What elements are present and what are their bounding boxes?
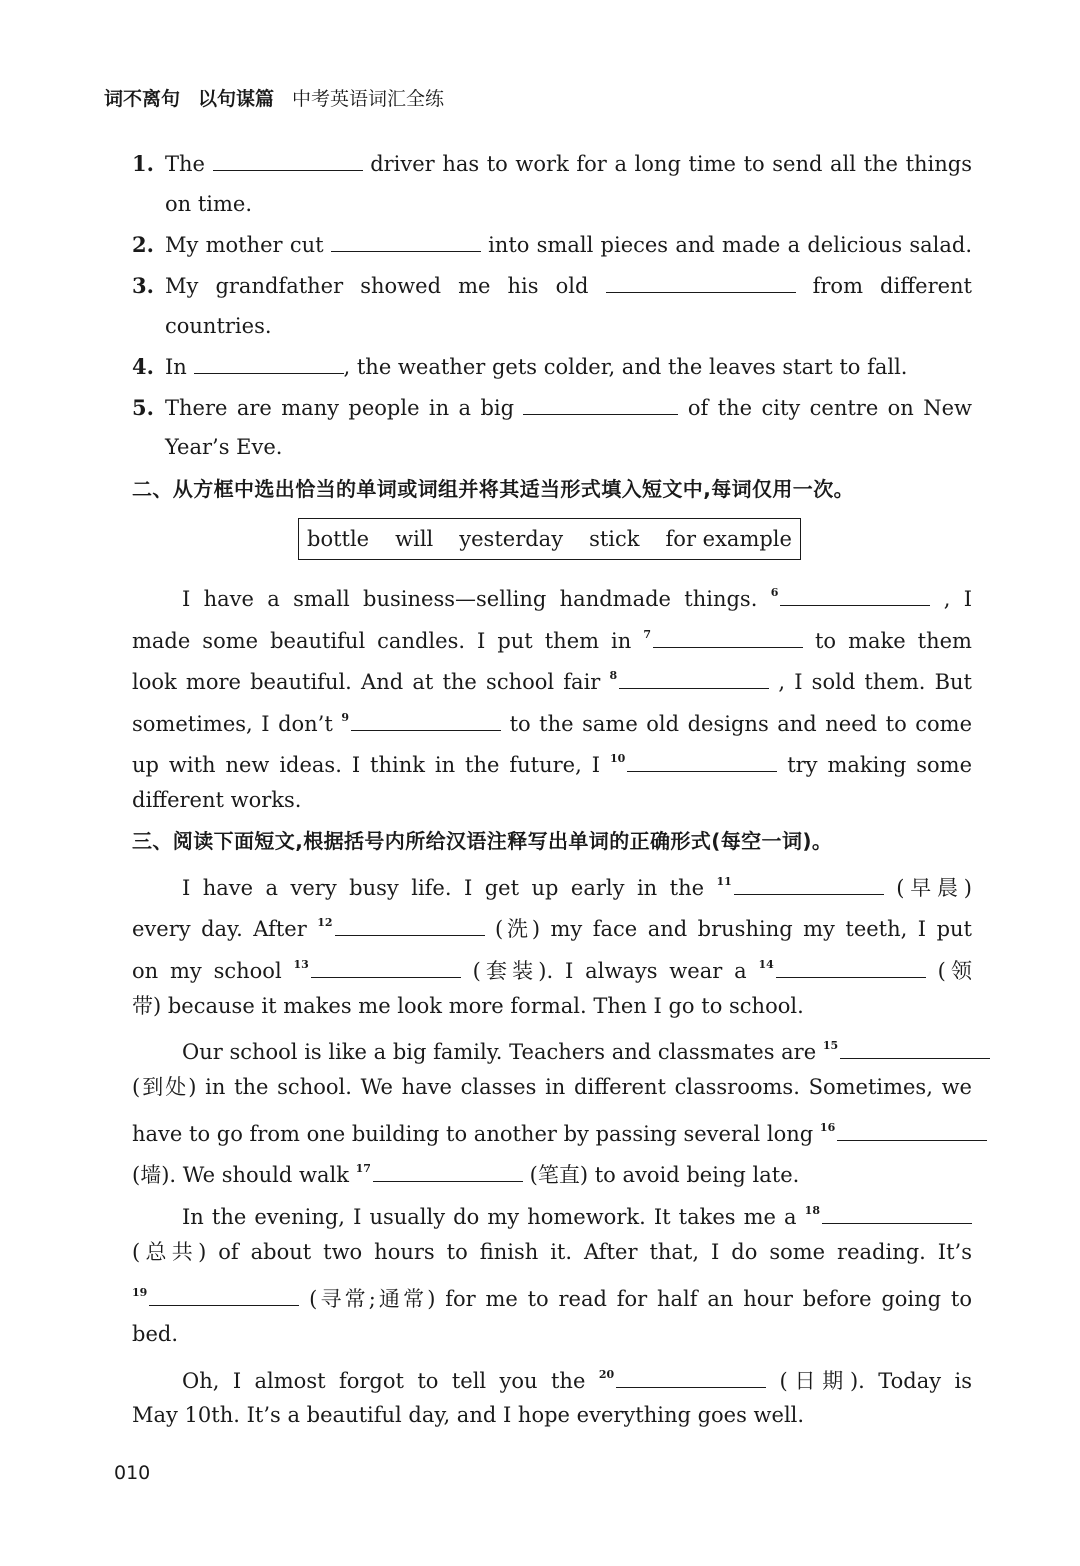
- answer-blank-1[interactable]: [213, 148, 363, 171]
- answer-blank-12[interactable]: [335, 913, 485, 936]
- answer-blank-5[interactable]: [523, 392, 678, 415]
- question-3: 3. My grandfather showed me his old from different: [132, 270, 972, 301]
- question-4: 4. In , the weather gets colder, and the leaves start to fall.: [132, 351, 972, 382]
- passage-2-line-6: different works.: [132, 788, 302, 812]
- answer-blank-18[interactable]: [822, 1201, 972, 1224]
- answer-blank-6[interactable]: [780, 583, 930, 606]
- passage-3-p1-line-4: 带) because it makes me look more formal. Then I go to school.: [132, 994, 804, 1018]
- question-2: 2. My mother cut into small pieces and made a delicious salad.: [132, 229, 972, 260]
- passage-3-p2-line-3: have to go from one building to another by passing several long $^{16}$: [132, 1113, 972, 1149]
- answer-blank-14[interactable]: [776, 955, 926, 978]
- passage-2-line-1: I have a small business—selling handmade things. $^6$ , I: [182, 578, 972, 614]
- word-stick: stick: [589, 527, 640, 551]
- answer-blank-16[interactable]: [837, 1118, 987, 1141]
- answer-blank-11[interactable]: [734, 872, 884, 895]
- header-title-1: 词不离句: [104, 88, 181, 110]
- passage-2-line-4: sometimes, I don’t $^9$ to the same old designs and need to come: [132, 703, 972, 739]
- section-2-heading: 二、从方框中选出恰当的单词或词组并将其适当形式填入短文中,每词仅用一次。: [132, 477, 854, 501]
- passage-3-p1-line-3: on my school $^{13}$ (套装). I always wear a $^{14}$ (领: [132, 950, 972, 986]
- passage-3-p4-line-1: Oh, I almost forgot to tell you the $^{20}$ (日期). Today is: [182, 1360, 972, 1396]
- answer-blank-17[interactable]: [373, 1159, 523, 1182]
- passage-2-line-2: made some beautiful candles. I put them in $^7$ to make them: [132, 620, 972, 656]
- question-1: 1. The driver has to work for a long time to send all the things: [132, 148, 972, 179]
- answer-blank-9[interactable]: [351, 708, 501, 731]
- answer-blank-8[interactable]: [619, 666, 769, 689]
- word-will: will: [395, 527, 434, 551]
- passage-3-p4-line-2: May 10th. It’s a beautiful day, and I hope everything goes well.: [132, 1403, 805, 1427]
- passage-3-p3-line-2: (总共) of about two hours to finish it. After that, I do some reading. It’s: [132, 1240, 972, 1264]
- passage-3-p2-line-4: (墙). We should walk $^{17}$ (笔直) to avoid being late.: [132, 1154, 972, 1190]
- answer-blank-13[interactable]: [311, 955, 461, 978]
- passage-2-line-5: up with new ideas. I think in the future, I $^{10}$ try making some: [132, 744, 972, 780]
- passage-3-p3-line-3: $^{19}$ (寻常;通常) for me to read for half an hour before going to: [132, 1278, 972, 1314]
- passage-2-line-3: look more beautiful. And at the school fair $^8$ , I sold them. But: [132, 661, 972, 697]
- page-number: 010: [114, 1462, 151, 1484]
- word-bottle: bottle: [307, 527, 370, 551]
- answer-blank-19[interactable]: [149, 1283, 299, 1306]
- answer-blank-2[interactable]: [331, 229, 481, 252]
- question-3-cont: countries.: [165, 314, 272, 338]
- question-1-cont: on time.: [165, 192, 253, 216]
- answer-blank-7[interactable]: [653, 625, 803, 648]
- passage-3-p2-line-2: (到处) in the school. We have classes in different classrooms. Sometimes, we: [132, 1075, 972, 1099]
- question-5-cont: Year’s Eve.: [165, 435, 283, 459]
- passage-3-p3-line-1: In the evening, I usually do my homework. It takes me a $^{18}$: [182, 1196, 972, 1232]
- passage-3-p1-line-2: every day. After $^{12}$ (洗) my face and brushing my teeth, I put: [132, 908, 972, 944]
- answer-blank-4[interactable]: [194, 351, 344, 374]
- header-subtitle: 中考英语词汇全练: [292, 88, 445, 110]
- passage-3-p1-line-1: I have a very busy life. I get up early in the $^{11}$ (早晨): [182, 867, 972, 903]
- word-yesterday: yesterday: [459, 527, 564, 551]
- word-for-example: for example: [665, 527, 792, 551]
- answer-blank-10[interactable]: [627, 749, 777, 772]
- passage-3-p3-line-4: bed.: [132, 1322, 178, 1346]
- answer-blank-15[interactable]: [840, 1036, 990, 1059]
- answer-blank-3[interactable]: [606, 270, 796, 293]
- question-5: 5. There are many people in a big of the city centre on New: [132, 392, 972, 423]
- header-title-2: 以句谋篇: [198, 88, 275, 110]
- passage-3-p2-line-1: Our school is like a big family. Teachers and classmates are $^{15}$: [182, 1031, 972, 1067]
- page-header: [104, 84, 444, 111]
- answer-blank-20[interactable]: [616, 1365, 766, 1388]
- section-3-heading: 三、阅读下面短文,根据括号内所给汉语注释写出单词的正确形式(每空一词)。: [132, 829, 833, 853]
- word-box: [298, 518, 801, 560]
